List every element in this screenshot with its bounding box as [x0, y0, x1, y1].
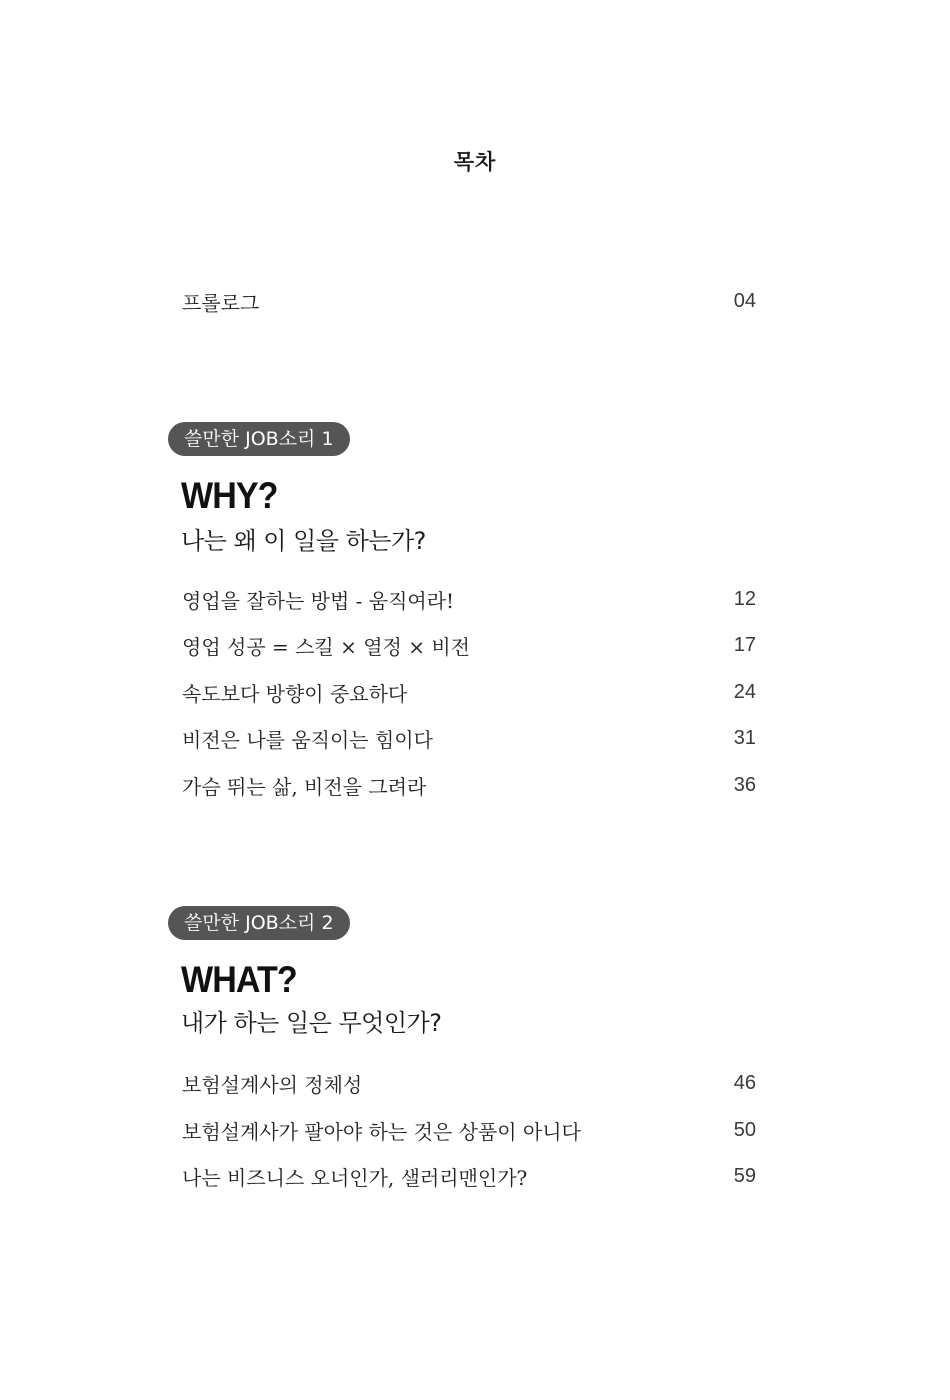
toc-entry-prologue[interactable]	[182, 286, 756, 316]
entry-title: 가슴 뛰는 삶, 비전을 그려라	[182, 774, 427, 799]
entry-title: 나는 비즈니스 오너인가, 샐러리맨인가?	[182, 1165, 528, 1190]
entry-page-number: 17	[733, 633, 756, 656]
toc-entry[interactable]	[182, 1115, 756, 1145]
entry-page-number: 12	[733, 587, 756, 610]
toc-entry[interactable]	[182, 770, 756, 800]
entry-title: 영업 성공 = 스킬 × 열정 × 비전	[182, 634, 470, 659]
entry-title: 보험설계사의 정체성	[182, 1072, 363, 1097]
entry-page-number: 59	[733, 1164, 756, 1187]
toc-entry[interactable]	[182, 1068, 756, 1098]
entry-title: 보험설계사가 팔아야 하는 것은 상품이 아니다	[182, 1119, 581, 1144]
entry-title: 영업을 잘하는 방법 - 움직여라!	[182, 588, 455, 613]
entry-page-number: 50	[733, 1118, 756, 1141]
part-subheading-2: 내가 하는 일은 무엇인가?	[181, 1009, 442, 1037]
entry-page-number: 31	[733, 726, 756, 749]
toc-entry[interactable]	[182, 584, 756, 614]
entry-page-number: 24	[733, 680, 756, 703]
part-heading-2: WHAT?	[181, 959, 297, 1000]
entry-title: 속도보다 방향이 중요하다	[182, 681, 408, 706]
entry-page-number: 04	[733, 289, 756, 312]
part-subheading-1: 나는 왜 이 일을 하는가?	[181, 527, 426, 555]
page-title: 목차	[453, 150, 497, 174]
toc-entry[interactable]	[182, 630, 756, 660]
part-heading-1: WHY?	[181, 475, 278, 516]
toc-entry[interactable]	[182, 723, 756, 753]
part-badge-2: 쓸만한 JOB소리 2	[168, 906, 350, 940]
entry-title: 비전은 나를 움직이는 힘이다	[182, 727, 433, 752]
entry-page-number: 46	[733, 1071, 756, 1094]
part-badge-1: 쓸만한 JOB소리 1	[168, 422, 350, 456]
toc-entry[interactable]	[182, 1161, 756, 1191]
toc-entry[interactable]	[182, 677, 756, 707]
entry-page-number: 36	[733, 773, 756, 796]
entry-title: 프롤로그	[182, 290, 260, 315]
